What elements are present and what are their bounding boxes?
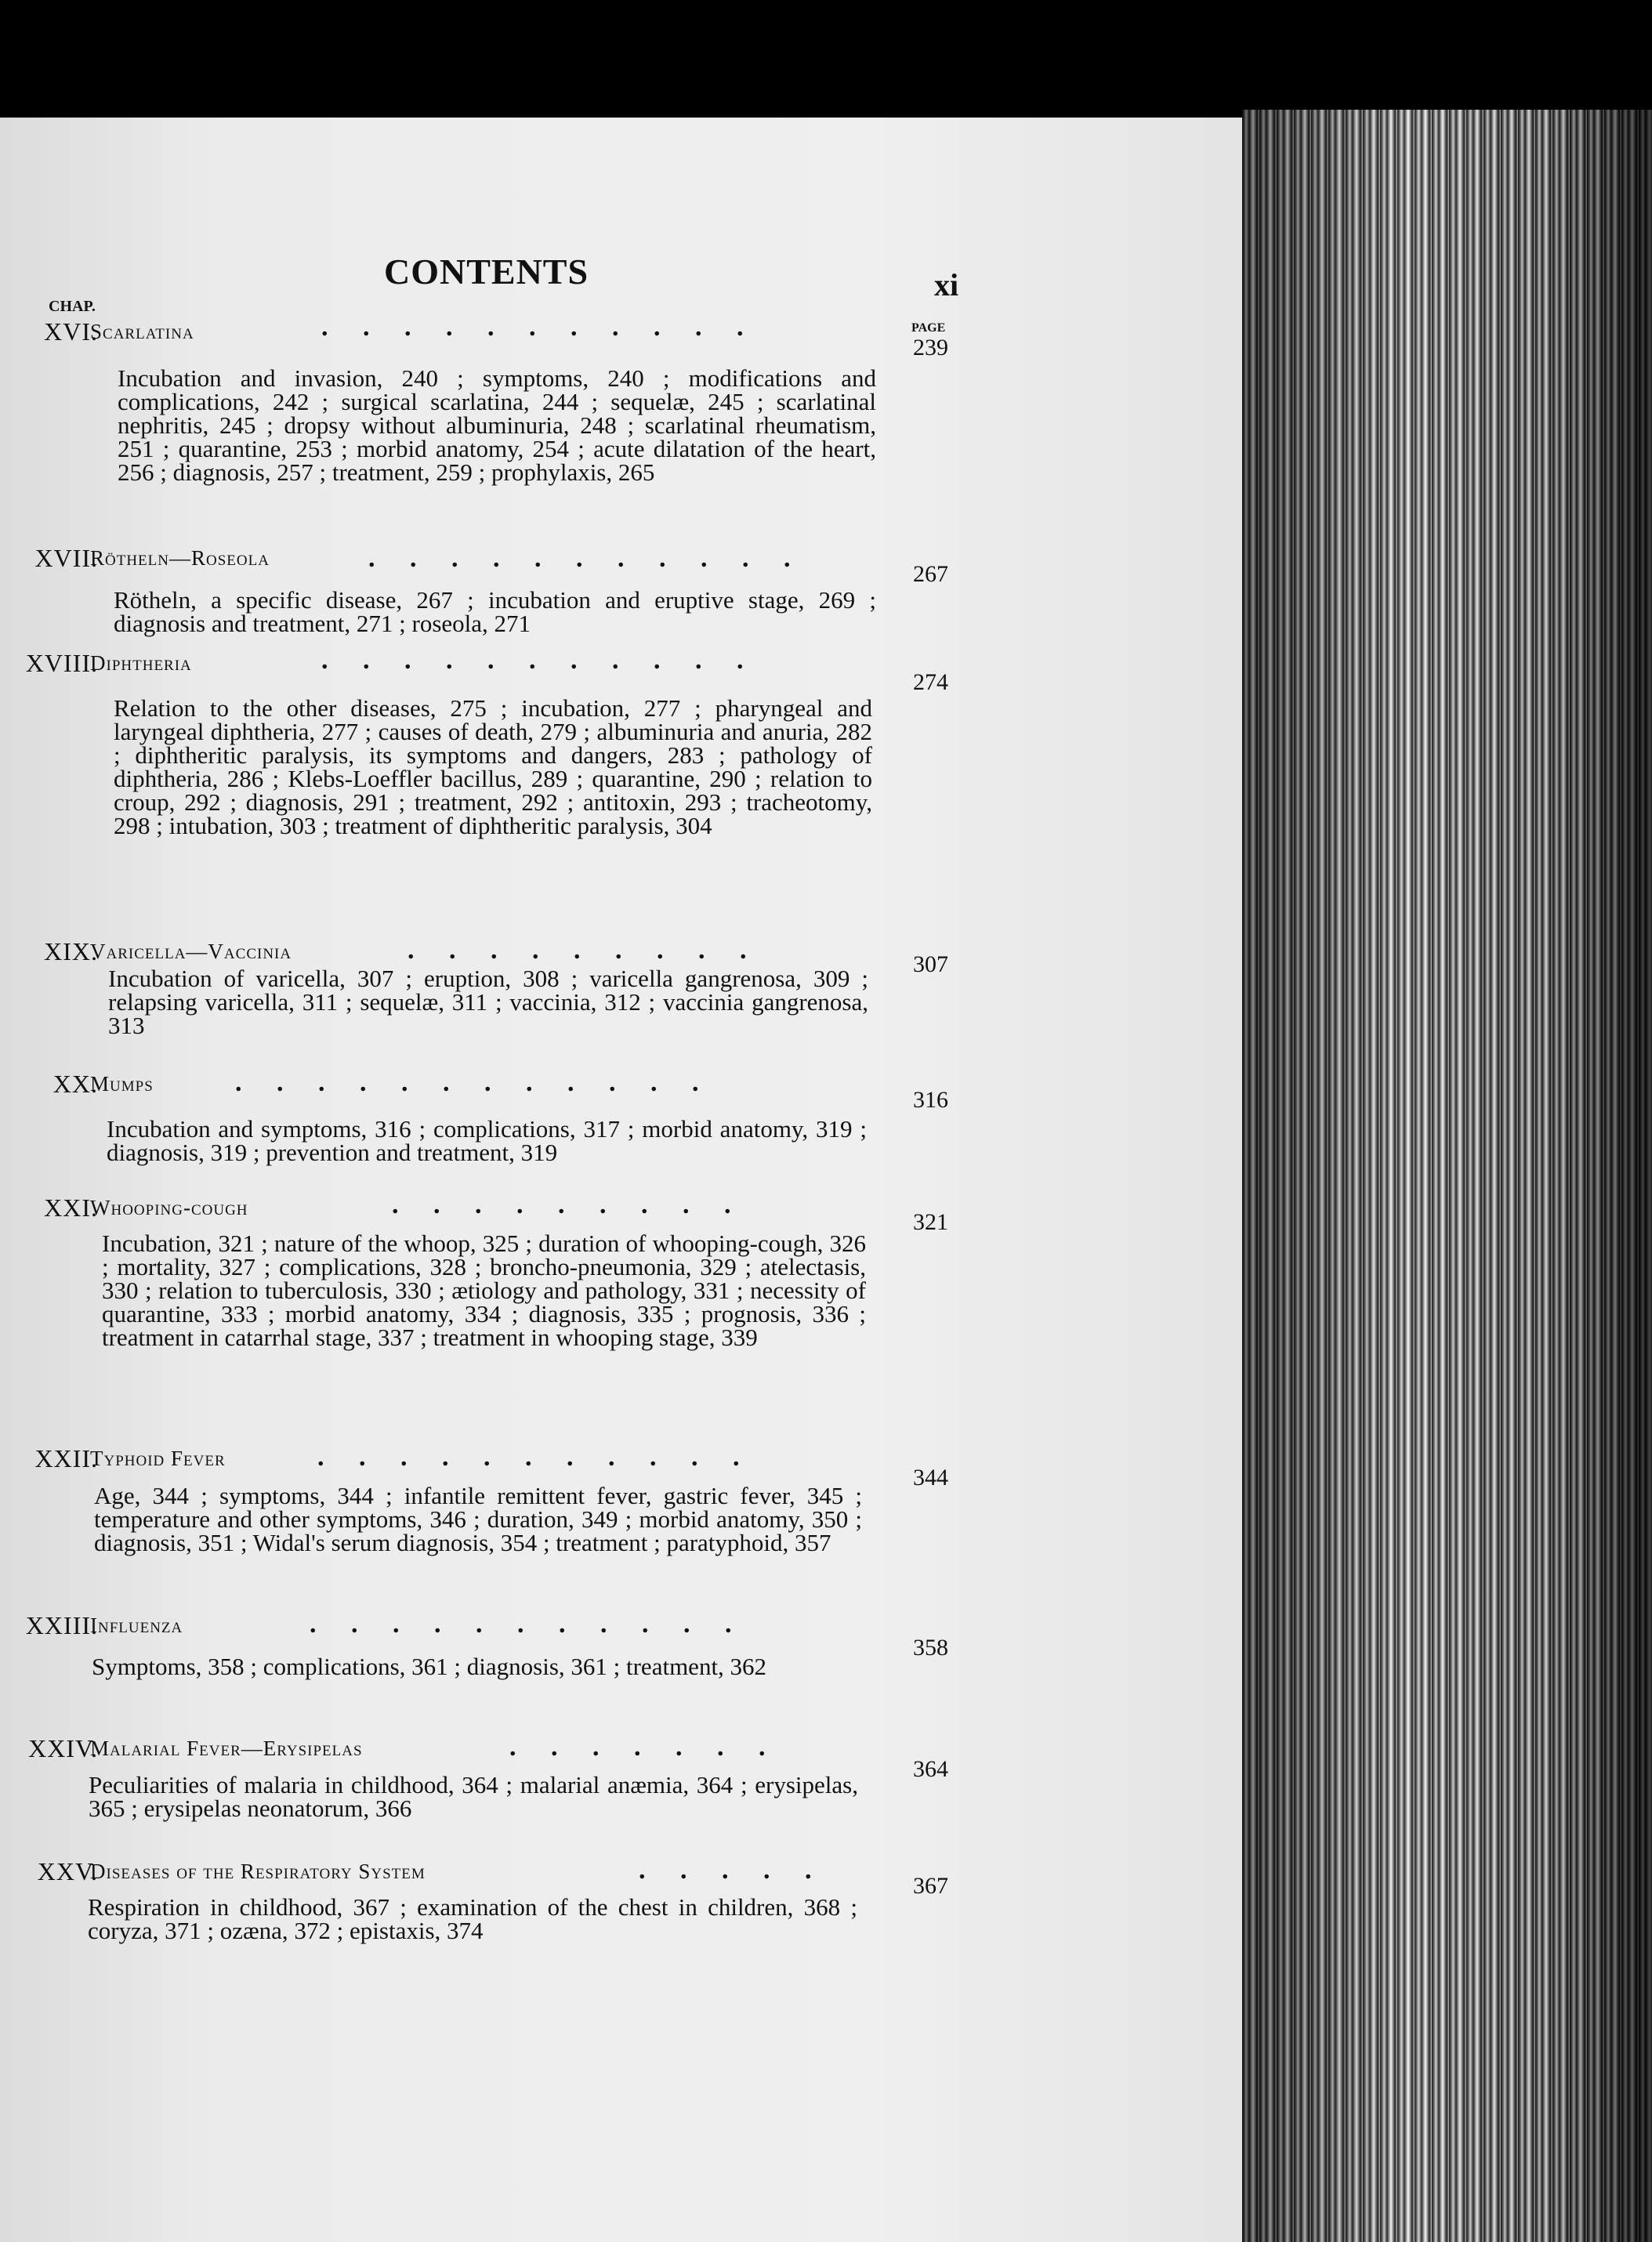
chapter-title: Varicella—Vaccinia [90, 940, 292, 963]
chapter-number: XVII. [34, 544, 98, 572]
dot-leader: . . . . . . . . . . . [321, 646, 758, 675]
dot-leader: . . . . . . . . . . . [321, 313, 758, 342]
chapter-description: Peculiarities of malaria in childhood, 364 ; malarial anæmia, 364 ; erysipelas, 365 ; erysipelas neonatorum, 366 [89, 1771, 858, 1822]
chapter-title: Rötheln—Roseola [90, 546, 270, 570]
chapter-page: 358 [913, 1635, 948, 1661]
chapter-description: Incubation and symptoms, 316 ; complications, 317 ; morbid anatomy, 319 ; diagnosis, 319 ; prevention and treatment, 319 [107, 1115, 867, 1166]
dot-leader: . . . . . . . . . . . [310, 1610, 746, 1639]
chapter-title: Scarlatina [90, 320, 194, 343]
chapter-description: Incubation of varicella, 307 ; eruption, 308 ; varicella gangrenosa, 309 ; relapsing varicella, 311 ; sequelæ, 311 ; vaccinia, 312 ; vaccinia gangrenosa, 313 [108, 965, 868, 1039]
chapter-description: Incubation and invasion, 240 ; symptoms, 240 ; modifications and complications, 242 ; surgical scarlatina, 244 ; sequelæ, 245 ; scarlatinal nephritis, 245 ; dropsy without albuminuria, 248 ; scarlatinal rheumatism, 251 ; quarantine, 253 ; morbid anatomy, 254 ; acute dilatation of the heart, 256 ; diagnosis, 257 ; treatment, 259 ; prophylaxis, 265 [118, 364, 876, 486]
chapter-title: Diseases of the Respiratory System [90, 1860, 426, 1883]
chapter-description: Symptoms, 358 ; complications, 361 ; diagnosis, 361 ; treatment, 362 [92, 1653, 767, 1680]
dot-leader: . . . . . . . . . [408, 936, 761, 965]
chapter-title: Typhoid Fever [90, 1447, 226, 1470]
chapter-page: 321 [913, 1209, 948, 1235]
chapter-page: 316 [913, 1087, 948, 1113]
chapter-description: Rötheln, a specific disease, 267 ; incubation and eruptive stage, 269 ; diagnosis and treatment, 271 ; roseola, 271 [114, 586, 876, 637]
chapter-number: XXV. [37, 1857, 98, 1885]
chapter-title: Diphtheria [90, 651, 192, 675]
chapter-number: XXIII. [25, 1611, 98, 1639]
chapter-number: XVI. [44, 317, 98, 346]
chapter-title: Influenza [90, 1614, 183, 1637]
dot-leader: . . . . . . . [509, 1733, 780, 1762]
chapter-description: Age, 344 ; symptoms, 344 ; infantile remittent fever, gastric fever, 345 ; temperature and other symptoms, 346 ; duration, 349 ; morbid anatomy, 350 ; diagnosis, 351 ; Widal's serum diagnosis, 354 ; treatment ; paratyphoid, 357 [94, 1482, 862, 1556]
chapter-page: 239 [913, 335, 948, 360]
chapter-page: 307 [913, 951, 948, 977]
chapter-number: XXII. [34, 1444, 98, 1472]
chapter-number: XXI. [44, 1193, 98, 1222]
chapter-page: 364 [913, 1756, 948, 1782]
chap-column-label: CHAP. [49, 298, 96, 315]
chapter-number: XVIII. [25, 649, 98, 677]
page-title: CONTENTS [384, 252, 589, 292]
dot-leader: . . . . . . . . . . . [368, 544, 805, 573]
chapter-number: XIX. [44, 937, 98, 965]
chapter-page: 267 [913, 561, 948, 587]
chapter-number: XXIV. [28, 1734, 98, 1762]
chapter-title: Whooping-cough [90, 1196, 248, 1219]
chapter-description: Incubation, 321 ; nature of the whoop, 325 ; duration of whooping-cough, 326 ; mortality, 327 ; complications, 328 ; broncho-pneumonia, 329 ; atelectasis, 330 ; relation to tuberculosis, 330 ; ætiology and pathology, 331 ; necessity of quarantine, 333 ; morbid anatomy, 334 ; diagnosis, 335 ; prognosis, 336 ; treatment in catarrhal stage, 337 ; treatment in whooping stage, 339 [102, 1230, 866, 1351]
chapter-title: Mumps [90, 1072, 154, 1096]
dot-leader: . . . . . . . . . . . [317, 1443, 754, 1472]
chapter-page: 367 [913, 1873, 948, 1899]
chapter-title: Malarial Fever—Erysipelas [90, 1737, 363, 1760]
dot-leader: . . . . . . . . . [392, 1190, 745, 1219]
chapter-page: 344 [913, 1465, 948, 1490]
dot-leader: . . . . . . . . . . . . [235, 1068, 713, 1097]
chapter-number: XX. [53, 1070, 98, 1098]
chapter-description: Respiration in childhood, 367 ; examination of the chest in children, 368 ; coryza, 371 ; ozæna, 372 ; epistaxis, 374 [88, 1893, 857, 1944]
page-column-label: PAGE [911, 321, 946, 335]
chapter-description: Relation to the other diseases, 275 ; incubation, 277 ; pharyngeal and laryngeal diphtheria, 277 ; causes of death, 279 ; albuminuria and anuria, 282 ; diphtheritic paralysis, its symptoms and dangers, 283 ; pathology of diphtheria, 286 ; Klebs-Loeffler bacillus, 289 ; quarantine, 290 ; relation to croup, 292 ; diagnosis, 291 ; treatment, 292 ; antitoxin, 293 ; tracheotomy, 298 ; intubation, 303 ; treatment of diphtheritic paralysis, 304 [114, 694, 872, 839]
page-number: xi [934, 267, 959, 302]
dot-leader: . . . . . [639, 1856, 826, 1885]
book-fore-edge [1242, 110, 1652, 2242]
chapter-page: 274 [913, 669, 948, 695]
